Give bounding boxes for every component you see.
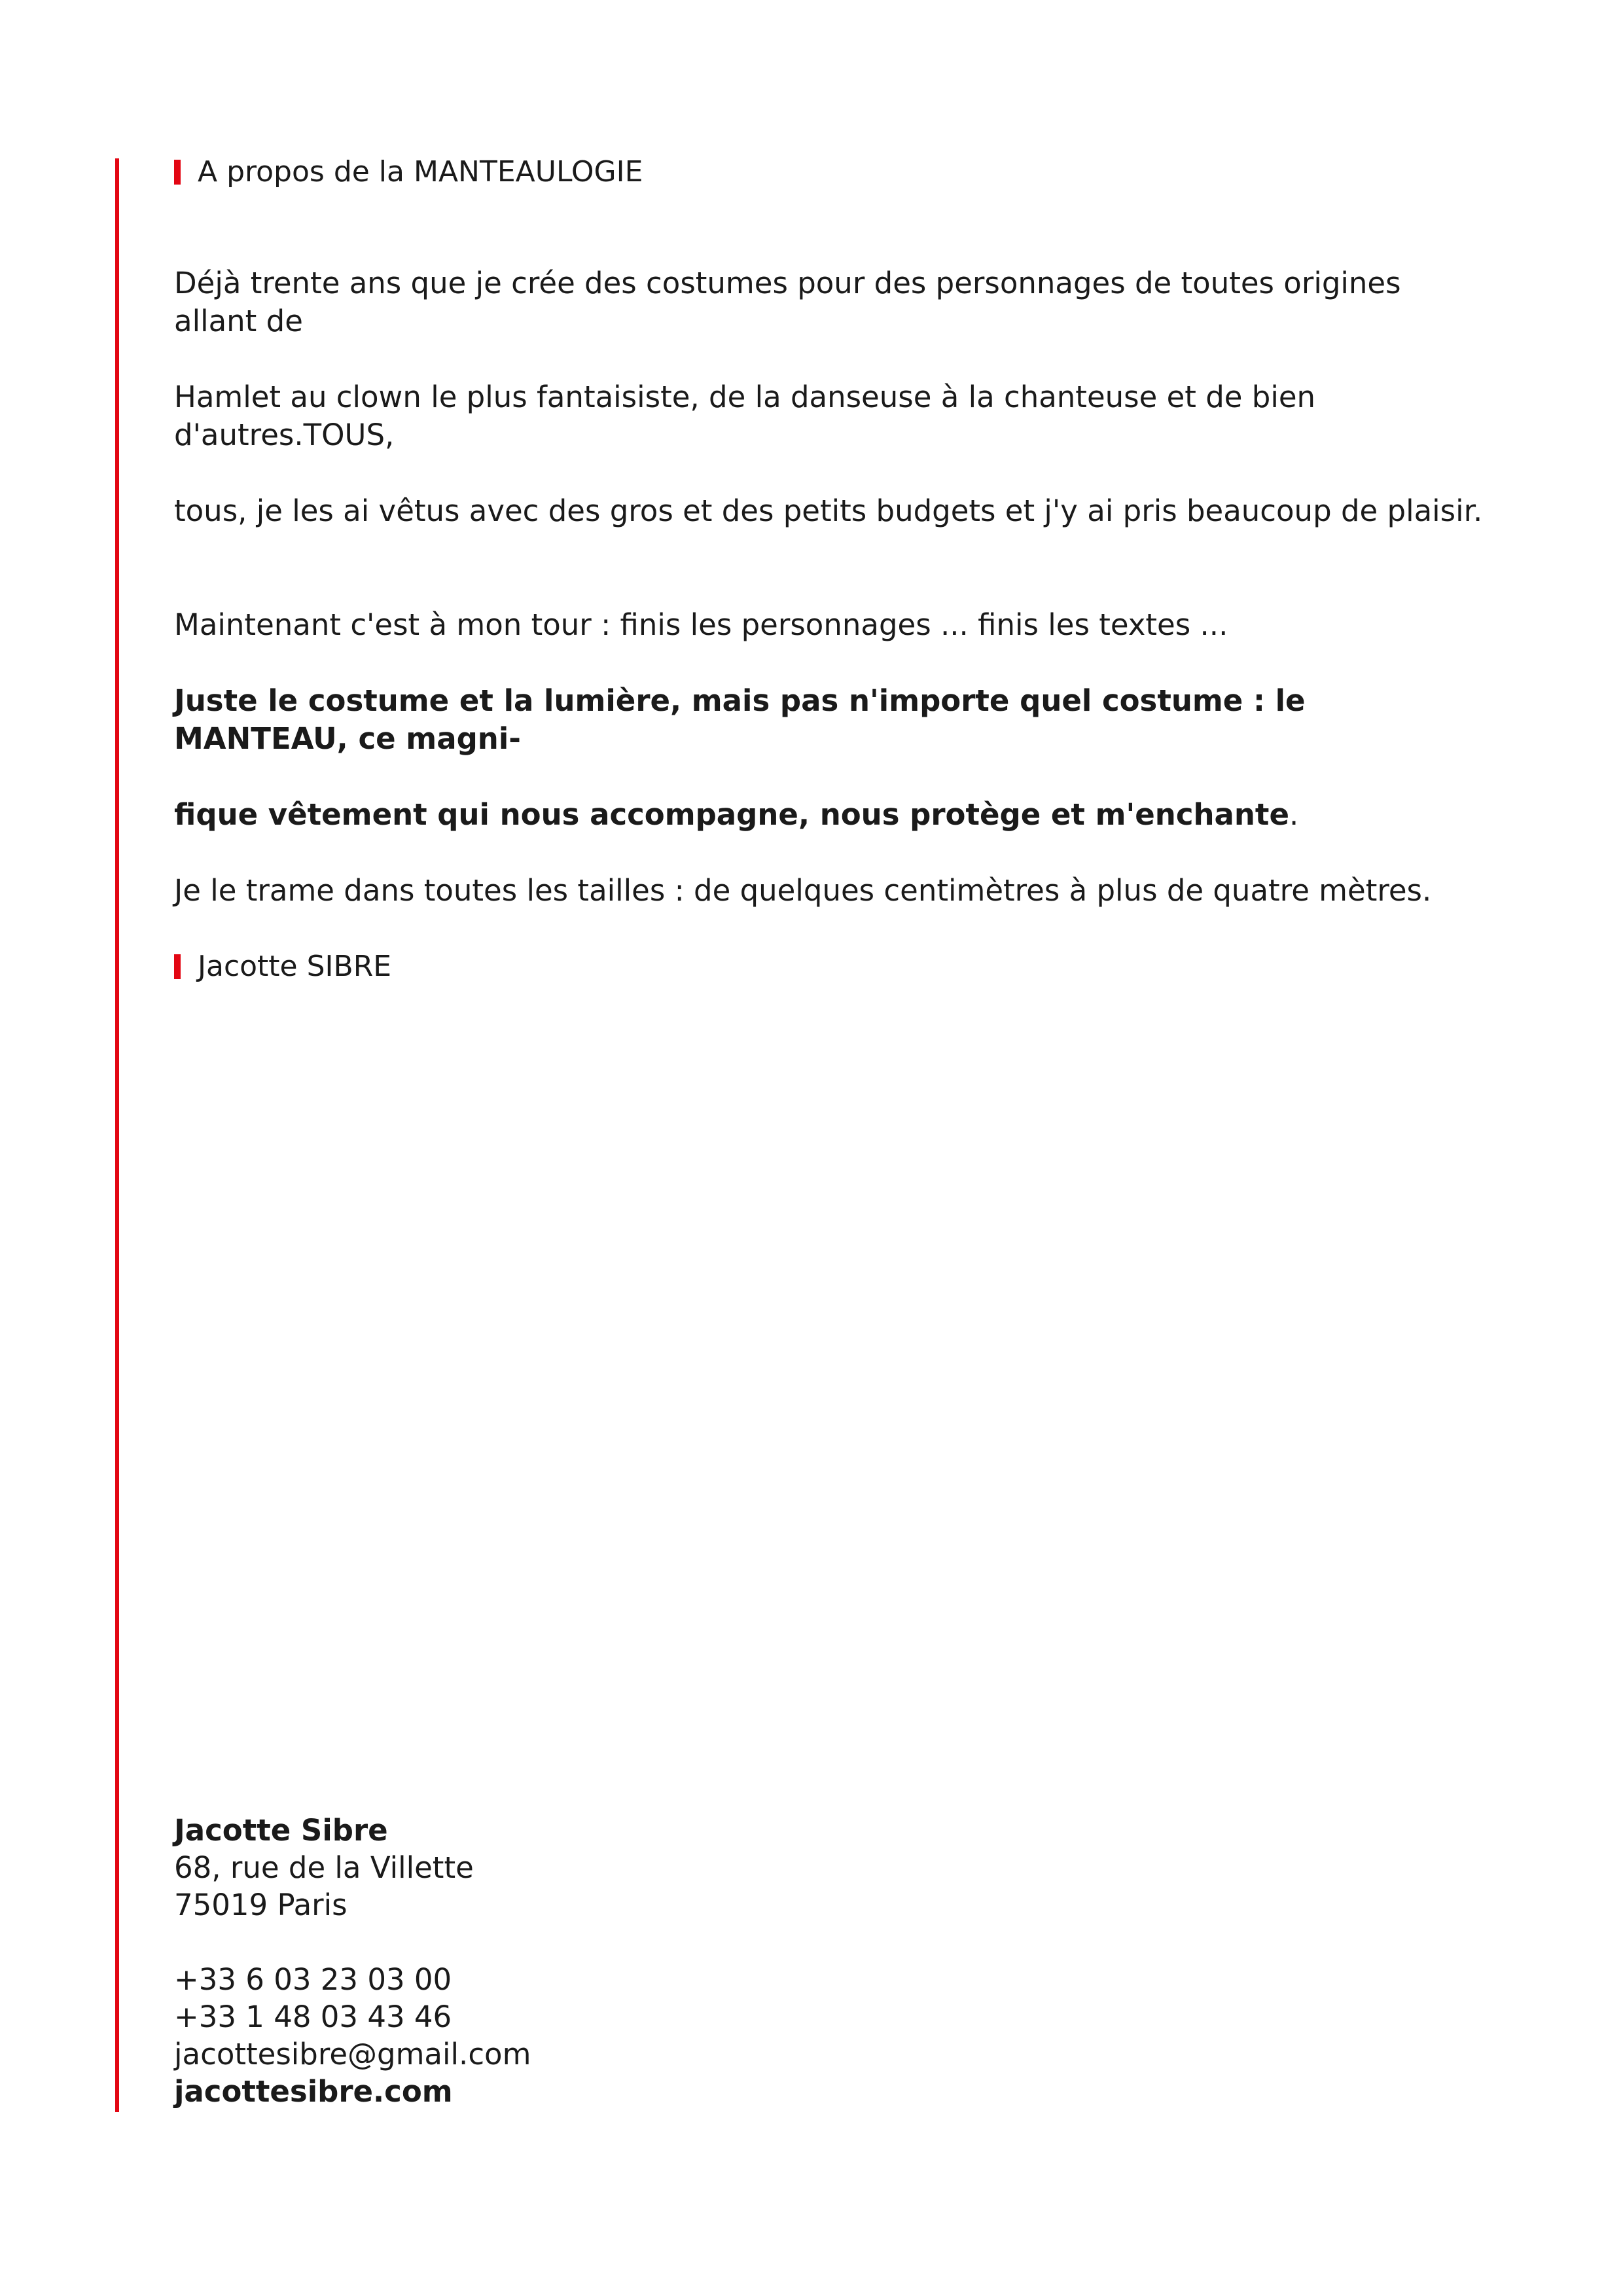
heading-text: A propos de la MANTEAULOGIE — [198, 155, 643, 188]
bold-statement-line: Juste le costume et la lumière, mais pas n'importe quel costume : le MANTEAU, ce magni- — [174, 683, 1306, 756]
contact-phone-mobile: +33 6 03 23 03 00 — [174, 1962, 452, 1997]
contact-block — [174, 1812, 763, 2110]
paragraph-line: tous, je les ai vêtus avec des gros et des petits budgets et j'y ai pris beaucoup de plaisir. — [174, 493, 1483, 528]
section-heading — [174, 149, 1483, 195]
contact-email-link[interactable]: jacottesibre@gmail.com — [174, 2037, 531, 2072]
red-bullet-marker — [174, 160, 181, 185]
red-bullet-marker — [174, 954, 181, 979]
contact-street: 68, rue de la Villette — [174, 1850, 474, 1885]
contact-city: 75019 Paris — [174, 1888, 348, 1922]
contact-website-link[interactable]: jacottesibre.com — [174, 2074, 453, 2109]
about-section — [174, 149, 1483, 990]
spacer — [174, 1924, 763, 1961]
paragraph-line: Maintenant c'est à mon tour : finis les personnages ... finis les textes ... — [174, 607, 1228, 642]
paragraph-line: Hamlet au clown le plus fantaisiste, de la danseuse à la chanteuse et de bien d'autres.TOUS, — [174, 380, 1316, 452]
red-margin-rule — [115, 158, 119, 2112]
paragraph-line: Je le trame dans toutes les tailles : de quelques centimètres à plus de quatre mètres. — [174, 873, 1432, 908]
intro-paragraph-2 — [174, 568, 1483, 910]
intro-paragraph-1 — [174, 226, 1483, 530]
signature-text: Jacotte SIBRE — [198, 950, 392, 983]
bold-statement-line: fique vêtement qui nous accompagne, nous protège et m'enchante — [174, 797, 1289, 832]
contact-name: Jacotte Sibre — [174, 1813, 388, 1848]
paragraph-line: Déjà trente ans que je crée des costumes pour des personnages de toutes origines allant de — [174, 266, 1401, 338]
contact-phone-landline: +33 1 48 03 43 46 — [174, 2000, 452, 2034]
statement-period: . — [1289, 797, 1299, 832]
signature — [174, 944, 1483, 990]
